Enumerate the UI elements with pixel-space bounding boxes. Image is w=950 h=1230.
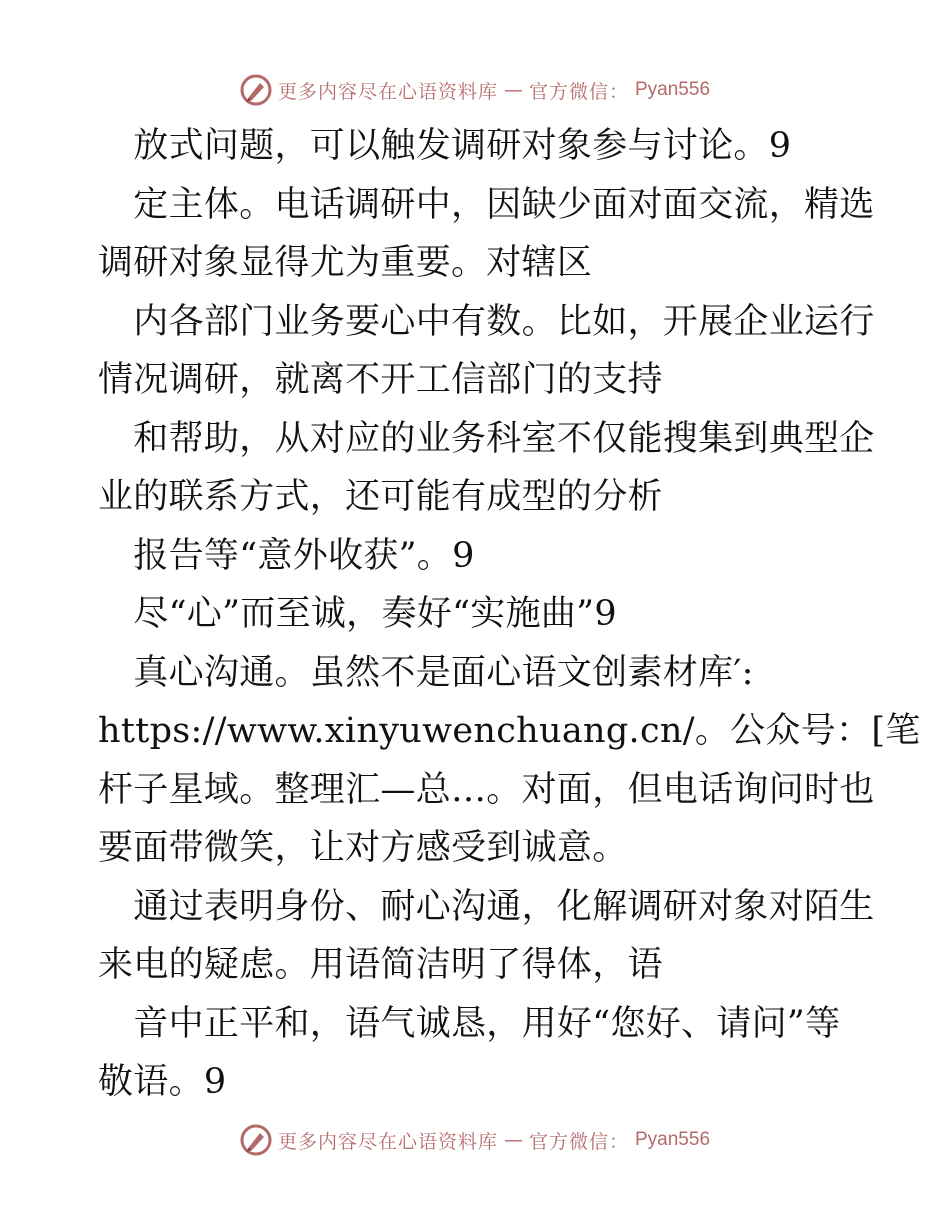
body-line: 情况调研，就离不开工信部门的支持 xyxy=(98,360,663,400)
body-line: 尽“心”而至诚，奏好“实施曲”9 xyxy=(98,594,617,634)
header-banner-content xyxy=(240,74,710,106)
banner-text: 更多内容尽在心语资料库 xyxy=(277,80,498,103)
body-line: 报告等“意外收获”。9 xyxy=(98,536,475,576)
banner-separator: — xyxy=(503,79,523,101)
banner-wechat-id: Pyan556 xyxy=(635,79,711,100)
pen-nib-logo-icon xyxy=(240,1124,272,1156)
body-line: 业的联系方式，还可能有成型的分析 xyxy=(98,477,663,517)
body-line: 音中正平和，语气诚恳，用好“您好、请问”等 xyxy=(98,1004,841,1044)
banner-wechat-label: 官方微信： xyxy=(528,1130,629,1153)
body-line: 要面带微笑，让对方感受到诚意。 xyxy=(98,828,628,868)
body-line: 杆子星域。整理汇—总…。对面，但电话询问时也 xyxy=(98,770,875,810)
banner-wechat-id: Pyan556 xyxy=(635,1129,711,1150)
body-line: 和帮助，从对应的业务科室不仅能搜集到典型企 xyxy=(98,419,875,459)
body-line: 内各部门业务要心中有数。比如，开展企业运行 xyxy=(98,302,875,342)
body-line: 敬语。9 xyxy=(98,1062,227,1102)
banner-text: 更多内容尽在心语资料库 xyxy=(277,1130,498,1153)
body-line: 真心沟通。虽然不是面心语文创素材库′: xyxy=(98,653,754,693)
footer-banner xyxy=(0,1120,950,1160)
banner-separator: — xyxy=(503,1129,523,1151)
body-line: 通过表明身份、耐心沟通，化解调研对象对陌生 xyxy=(98,887,875,927)
body-line: 调研对象显得尤为重要。对辖区 xyxy=(98,243,593,283)
body-line: 定主体。电话调研中，因缺少面对面交流，精选 xyxy=(98,185,875,225)
body-line: 来电的疑虑。用语简洁明了得体，语 xyxy=(98,945,663,985)
pen-nib-logo-icon xyxy=(240,74,272,106)
body-line: https://www.xinyuwenchuang.cn/。公众号：[笔 xyxy=(98,711,921,751)
body-line: 放式问题，可以触发调研对象参与讨论。9 xyxy=(98,126,792,166)
banner-wechat-label: 官方微信： xyxy=(528,80,629,103)
header-banner xyxy=(0,70,950,110)
footer-banner-content xyxy=(240,1124,710,1156)
